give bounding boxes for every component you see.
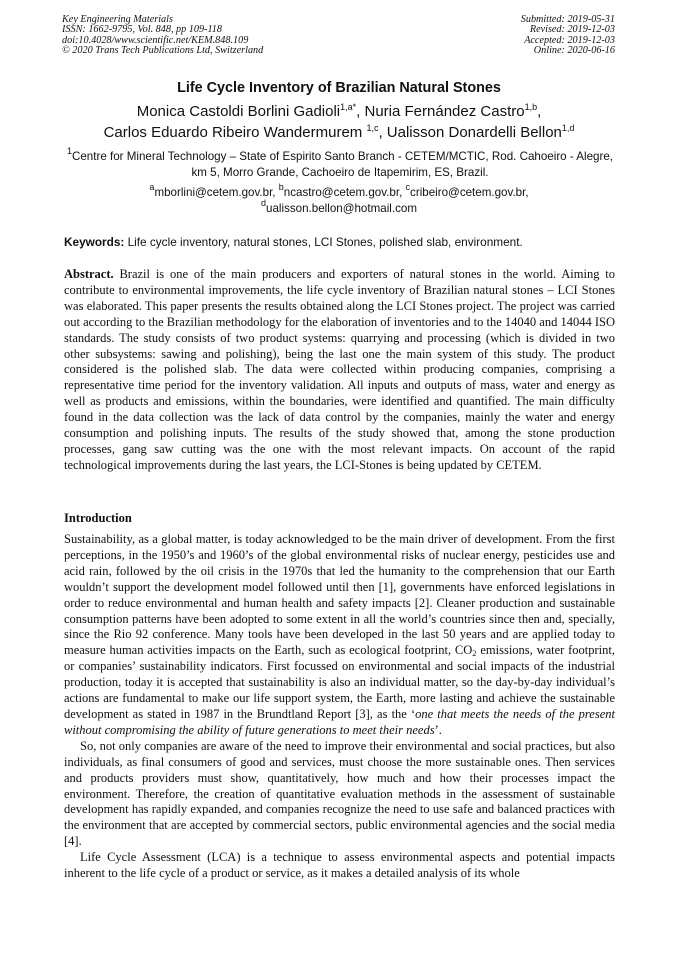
email-address[interactable]: mborlini@cetem.gov.br,	[154, 186, 279, 199]
author-name: , Ualisson Donardelli Bellon	[378, 124, 562, 141]
subscript: 2	[472, 648, 477, 659]
abstract	[64, 267, 615, 474]
abstract-label: Abstract.	[64, 267, 114, 281]
keywords	[64, 235, 616, 249]
author-emails	[0, 182, 678, 216]
emails-line-1	[0, 182, 678, 201]
email-mark: d	[261, 197, 267, 208]
affiliation	[60, 146, 620, 181]
email-mark: a	[149, 182, 155, 192]
online-date: Online: 2020-06-16	[533, 45, 615, 57]
authors-line-1	[0, 101, 678, 122]
journal-name: Key Engineering Materials	[62, 14, 173, 25]
paper-title: Life Cycle Inventory of Brazilian Natural Stones	[177, 80, 501, 96]
publication-dates	[521, 15, 615, 57]
keywords-label: Keywords:	[64, 235, 125, 249]
intro-paragraph-1	[64, 532, 615, 739]
author-name: , Nuria Fernández Castro	[356, 103, 525, 120]
keywords-text: Life cycle inventory, natural stones, LCI Stones, polished slab, environment.	[124, 235, 523, 249]
doi-line: doi:10.4028/www.scientific.net/KEM.848.109	[62, 34, 249, 46]
introduction-body	[64, 532, 615, 882]
author-affiliation-mark: 1,c	[366, 123, 379, 133]
revised-date: Revised: 2019-12-03	[529, 24, 615, 36]
author-affiliation-mark: 1,b	[524, 102, 538, 112]
email-address[interactable]: cribeiro@cetem.gov.br,	[410, 186, 529, 199]
brundtland-quote: one that meets the needs of the present without compromising the ability of future generations to meet their needs	[64, 706, 615, 737]
email-mark: b	[278, 182, 284, 192]
copyright-line: © 2020 Trans Tech Publications Ltd, Switzerland	[62, 45, 264, 57]
intro-text: Sustainability, as a global matter, is today acknowledged to be the main driver of development. From the first perceptions, in the 1950’s and 1960’s of the global environmental risks of nuclear energy, pesticides use and acid rain, followed by the oil crisis in the 1970s that led the humanity to the comprehension that our Earth wouldn’t support the development model followed until then [1], governments have enforced legislations in order to reduce environmental and human health and safety impacts [2]. Cleaner production and sustainable consumption patterns have been adopted to some extent in all the world’s countries since then and, specially, since the Rio 92 conference. Many tools have been developed in the last 50 years and are applied today to measure human activities impacts on the Earth, such as ecological footprint, CO	[64, 532, 615, 658]
author-separator: ,	[537, 103, 542, 120]
abstract-text: Brazil is one of the main producers and exporters of natural stones in the world. Aiming to contribute to environmental improvements, the life cycle inventory of Brazilian natural stones – LCI Stones was elaborated. This paper presents the results obtained along the LCI Stones project. The project was carried out according to the Brazilian methodology for the elaboration of inventories and to the 14040 and 14044 ISO standards. The study consists of two product systems: quarrying and processing (which is divided in two other subsystems: sawing and polishing), being the last one the main system of this study. The product considered is the polished slab. The data were collected within producing companies, comprising a representative time period for the inventory validation. All inputs and outputs of mass, water and energy as well as products and emissions, within the boundaries, were identified and quantified. The main difficulty found in the data collection was the lack of data control by the companies, mainly the water and energy consumption and polishing inputs. The results of the study showed that, among the stone production processes, gang saw cutting was the one with the most relevant impacts. On account of the rapid technological improvements during the last years, the LCI-Stones is being updated by CETEM.	[64, 267, 615, 472]
accepted-date: Accepted: 2019-12-03	[524, 34, 615, 46]
author-name: Carlos Eduardo Ribeiro Wandermurem	[103, 124, 367, 141]
author-name: Monica Castoldi Borlini Gadioli	[136, 103, 341, 120]
introduction-heading: Introduction	[64, 511, 132, 525]
email-address[interactable]: ncastro@cetem.gov.br,	[283, 186, 406, 199]
intro-paragraph-3: Life Cycle Assessment (LCA) is a technique to assess environmental aspects and potential impacts inherent to the life cycle of a product or service, as it makes a detailed analysis of its whole	[64, 850, 615, 881]
issn-line: ISSN: 1662-9795, Vol. 848, pp 109-118	[62, 24, 222, 36]
email-address[interactable]: ualisson.bellon@hotmail.com	[266, 201, 417, 215]
intro-paragraph-2: So, not only companies are aware of the need to improve their environmental and social practices, but also individuals, as final consumers of good and services, must choose the more sustainable ones. Then services and products providers must show, quantitatively, how much and how their processes impact the environment. Therefore, the creation of quantitative evaluation methods in the assessment of sustainable development has rapidly expanded, and companies recognize the need to use safe and balanced practices with the environment that are accepted by commercial sectors, public environmental agencies and the social media [4].	[64, 738, 615, 849]
journal-info	[62, 15, 263, 57]
affiliation-text: Centre for Mineral Technology – State of Espirito Santo Branch - CETEM/MCTIC, Rod. Cahoeiro - Alegre, km 5, Morro Grande, Cachoeiro de Itapemirim, ES, Brazil.	[71, 150, 614, 179]
affiliation-mark: 1	[66, 146, 72, 156]
author-affiliation-mark: 1,d	[561, 123, 575, 133]
emails-line-2	[0, 197, 678, 217]
author-list	[0, 101, 678, 143]
intro-text: ’.	[434, 722, 442, 737]
submitted-date: Submitted: 2019-05-31	[520, 14, 615, 25]
intro-text: emissions, water footprint, or companies’ sustainability indicators. First focussed on environmental and social impacts of the industrial production, today it is accepted that sustainability is also an individual matter, so the day-by-day individual’s actions are fundamental to make our life support system, the Earth, more lasting and achieve the sustainable development as stated in 1987 in the Brundtland Report [3], as the ‘	[64, 643, 615, 721]
abstract-paragraph	[64, 267, 615, 474]
email-mark: c	[405, 182, 411, 192]
authors-line-2	[0, 122, 678, 143]
author-affiliation-mark: 1,a*	[340, 102, 357, 112]
